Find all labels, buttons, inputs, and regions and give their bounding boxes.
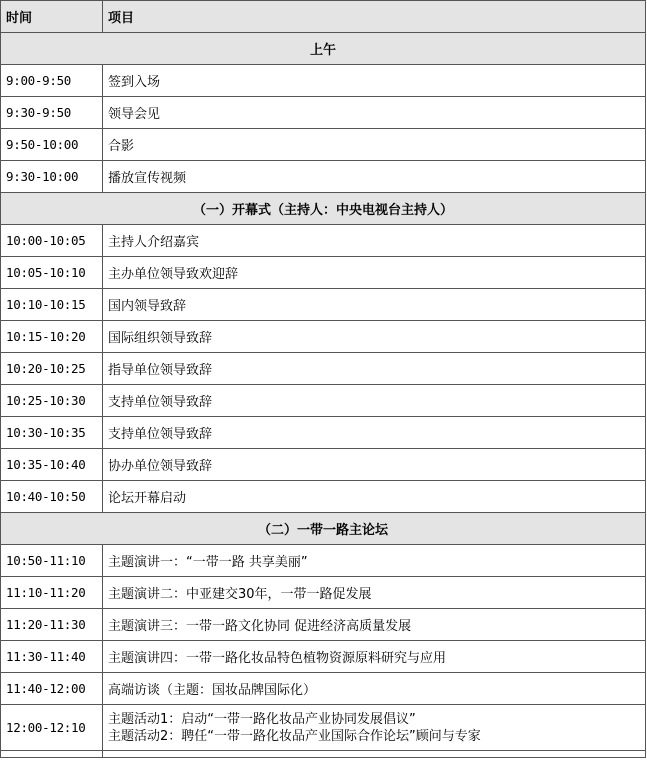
table-row	[1, 161, 646, 193]
header-item: 项目	[103, 1, 646, 33]
row-item: 支持单位领导致辞	[103, 385, 646, 417]
row-item-line: 主题活动2：聘任“一带一路化妆品产业国际合作论坛”顾问与专家	[108, 728, 481, 744]
table-row	[1, 417, 646, 449]
table-row	[1, 257, 646, 289]
section-title: （二）一带一路主论坛	[1, 513, 646, 545]
row-item: 签到入场	[103, 65, 646, 97]
row-item: 国际组织领导致辞	[103, 321, 646, 353]
row-item: 高端访谈（主题：国妆品牌国际化）	[103, 673, 646, 705]
table-row	[1, 65, 646, 97]
row-time: 11:20-11:30	[1, 609, 103, 641]
table-header-row	[1, 1, 646, 33]
row-item: 主办单位领导致欢迎辞	[103, 257, 646, 289]
row-time: 10:35-10:40	[1, 449, 103, 481]
row-item: 协办单位领导致辞	[103, 449, 646, 481]
section-header-opening	[1, 193, 646, 225]
table-row	[1, 705, 646, 751]
table-row	[1, 641, 646, 673]
row-time: 10:30-10:35	[1, 417, 103, 449]
row-item: 播放宣传视频	[103, 161, 646, 193]
row-item: 指导单位领导致辞	[103, 353, 646, 385]
row-time: 10:20-10:25	[1, 353, 103, 385]
row-time: 9:00-9:50	[1, 65, 103, 97]
table-row	[1, 385, 646, 417]
row-time: 9:50-10:00	[1, 129, 103, 161]
row-time: 10:10-10:15	[1, 289, 103, 321]
row-item: 主题演讲四：一带一路化妆品特色植物资源原料研究与应用	[103, 641, 646, 673]
section-title: 上午	[1, 33, 646, 65]
table-row	[1, 449, 646, 481]
table-row	[1, 673, 646, 705]
row-time: 10:15-10:20	[1, 321, 103, 353]
table-row	[1, 609, 646, 641]
table-row-cut-off	[1, 751, 646, 758]
section-title: （一）开幕式（主持人：中央电视台主持人）	[1, 193, 646, 225]
table-row	[1, 97, 646, 129]
row-item: 支持单位领导致辞	[103, 417, 646, 449]
table-row	[1, 353, 646, 385]
table-row	[1, 545, 646, 577]
table-row	[1, 225, 646, 257]
row-item: 论坛开幕启动	[103, 481, 646, 513]
row-time: 11:40-12:00	[1, 673, 103, 705]
section-header-morning	[1, 33, 646, 65]
row-time: 9:30-10:00	[1, 161, 103, 193]
table-row	[1, 577, 646, 609]
table-row	[1, 481, 646, 513]
row-time: 11:10-11:20	[1, 577, 103, 609]
row-time: 10:40-10:50	[1, 481, 103, 513]
row-item: 主题演讲一：“一带一路 共享美丽”	[103, 545, 646, 577]
row-time: 10:05-10:10	[1, 257, 103, 289]
row-time: 9:30-9:50	[1, 97, 103, 129]
row-item: 主题演讲三：一带一路文化协同 促进经济高质量发展	[103, 609, 646, 641]
row-time: 10:50-11:10	[1, 545, 103, 577]
table-row	[1, 289, 646, 321]
row-item-multiline	[103, 705, 646, 751]
section-header-main-forum	[1, 513, 646, 545]
row-item: 主持人介绍嘉宾	[103, 225, 646, 257]
row-item: 主题演讲二：中亚建交30年，一带一路促发展	[103, 577, 646, 609]
row-item-line: 主题活动1：启动“一带一路化妆品产业协同发展倡议”	[108, 711, 416, 727]
table-row	[1, 129, 646, 161]
row-time: 10:00-10:05	[1, 225, 103, 257]
row-item: 国内领导致辞	[103, 289, 646, 321]
row-time: 11:30-11:40	[1, 641, 103, 673]
row-item: 领导会见	[103, 97, 646, 129]
header-time: 时间	[1, 1, 103, 33]
row-time: 10:25-10:30	[1, 385, 103, 417]
table-row	[1, 321, 646, 353]
row-item: 合影	[103, 129, 646, 161]
row-time: 12:00-12:10	[1, 705, 103, 751]
